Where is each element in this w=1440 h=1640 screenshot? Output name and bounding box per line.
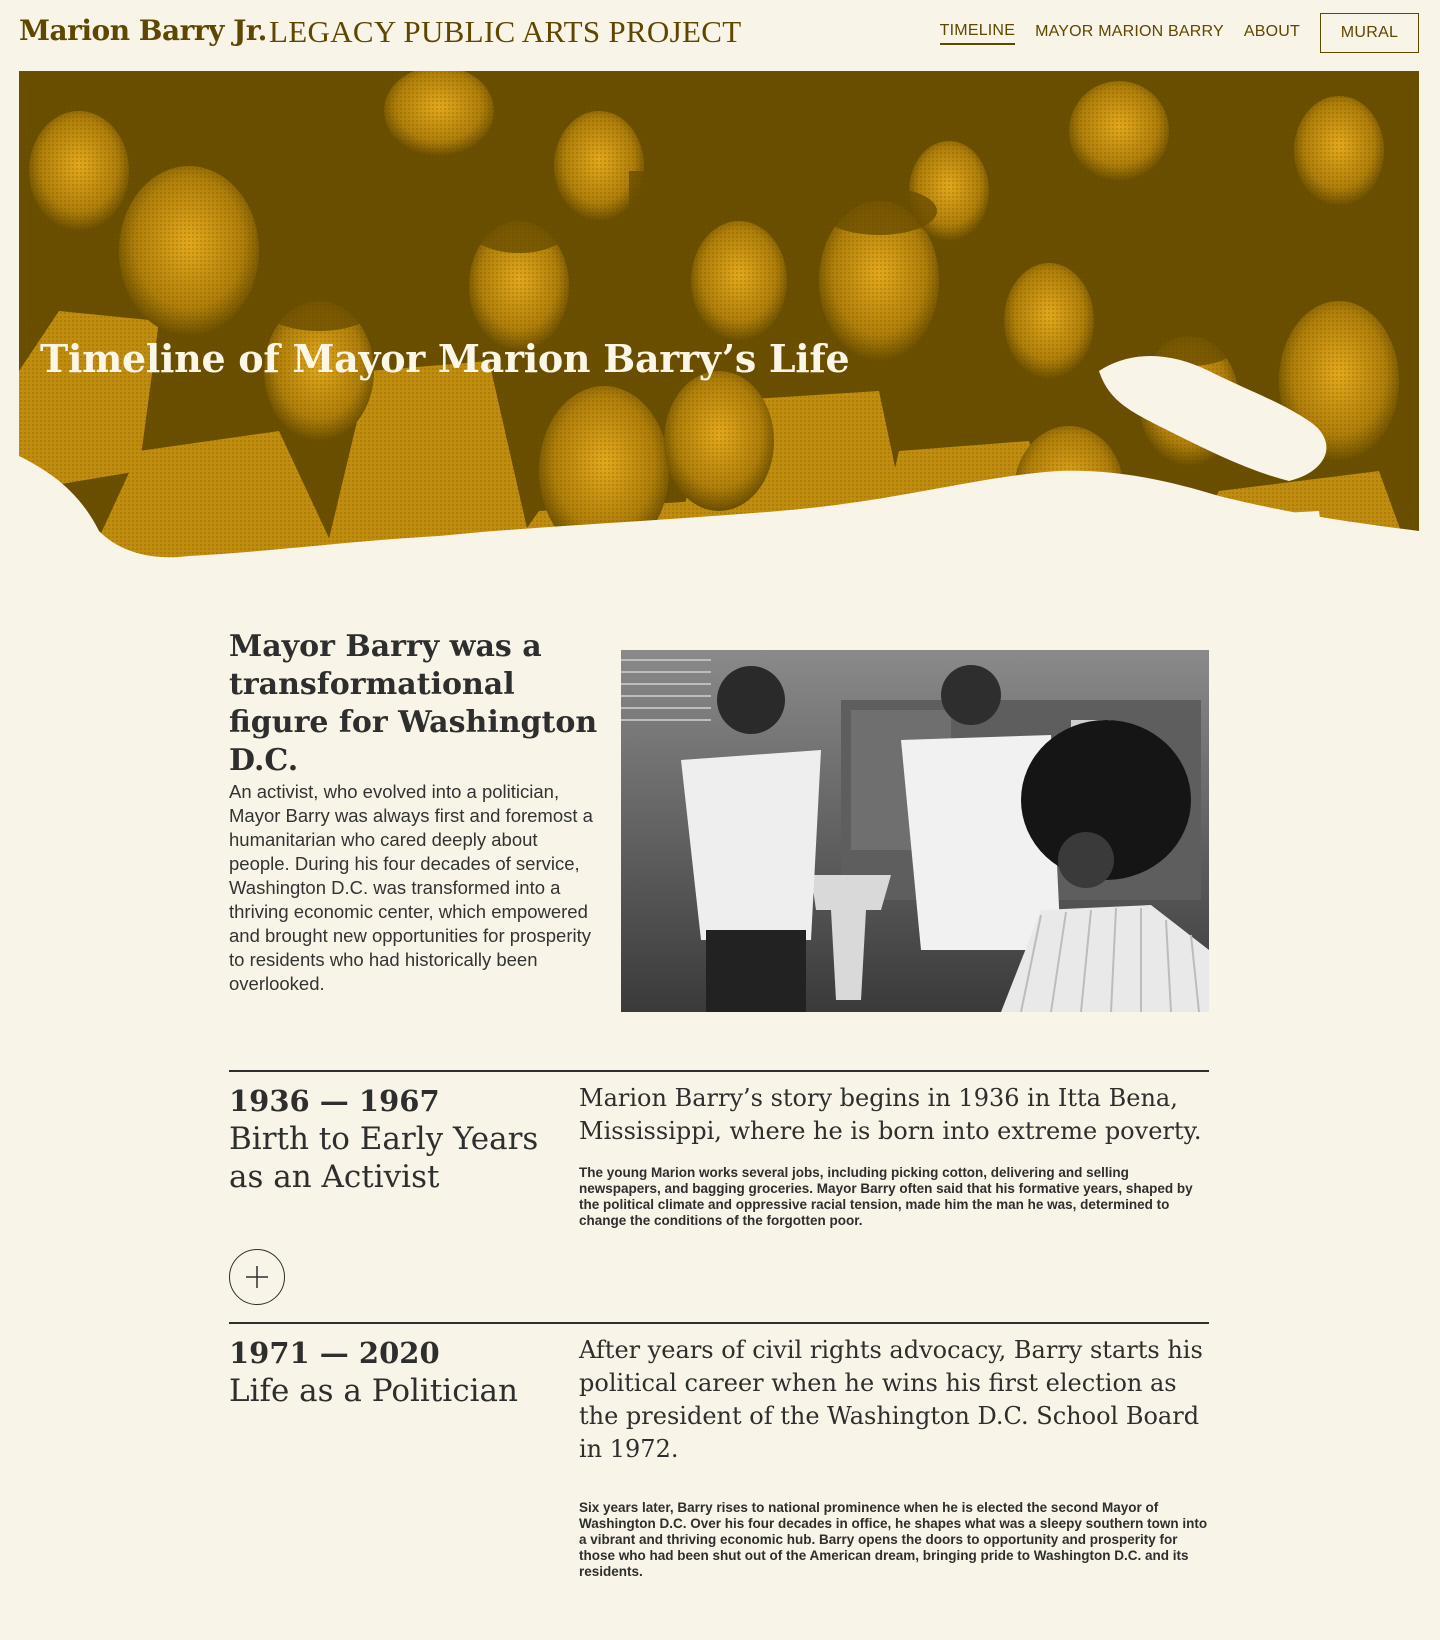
era-title: Life as a Politician	[229, 1373, 518, 1409]
nav-about[interactable]: ABOUT	[1243, 22, 1300, 40]
divider	[229, 1322, 1209, 1324]
era-body: The young Marion works several jobs, including picking cotton, delivering and selling newspapers, and bagging groceries. Mayor Barry often said that his formative years, shaped by the political climate and oppressive racial tension, made him the man he was, determined to change the conditions of the forgotten poor.	[579, 1165, 1193, 1228]
barbershop-photo	[621, 650, 1209, 1012]
era-body: Six years later, Barry rises to national prominence when he is elected the second Mayor of Washington D.C. Over his four decades in office, he shapes what was a sleepy southern town into a vibrant and thriving economic hub. Barry opens the doors to opportunity and prosperity for those who had been shut out of the American dream, bringing pride to Washington D.C. and its residents.	[579, 1500, 1208, 1579]
intro-body: An activist, who evolved into a politician, Mayor Barry was always first and foremost a humanitarian who cared deeply about people. During his four decades of service, Washington D.C. was transformed into a thriving economic center, which empowered and brought new opportunities for prosperity to residents who had historically been overlooked.	[229, 781, 593, 994]
nav-timeline[interactable]: TIMELINE	[940, 22, 1015, 45]
era-title: Birth to Early Years as an Activist	[229, 1121, 539, 1195]
mural-button[interactable]: MURAL	[1320, 13, 1419, 53]
era-years: 1936 — 1967	[229, 1084, 440, 1118]
brand-name[interactable]: Marion Barry Jr.	[19, 14, 267, 47]
plus-icon	[244, 1264, 270, 1290]
era-years: 1971 — 2020	[229, 1336, 440, 1370]
site-header	[0, 0, 1440, 68]
main-nav	[920, 13, 1419, 53]
expand-button[interactable]	[229, 1249, 285, 1305]
brand-subtitle[interactable]: LEGACY PUBLIC ARTS PROJECT	[269, 14, 742, 49]
nav-mayor-marion-barry[interactable]: MAYOR MARION BARRY	[1035, 22, 1224, 40]
divider	[229, 1070, 1209, 1072]
intro-heading: Mayor Barry was a transformational figure for Washington D.C.	[229, 629, 598, 778]
page-title: Timeline of Mayor Marion Barry’s Life	[40, 336, 850, 381]
hero-crowd-image	[19, 71, 1419, 581]
hero-banner	[19, 71, 1419, 581]
era-lead: Marion Barry’s story begins in 1936 in Itta Bena, Mississippi, where he is born into extreme poverty.	[579, 1084, 1202, 1145]
era-lead: After years of civil rights advocacy, Barry starts his political career when he wins his first election as the president of the Washington D.C. School Board in 1972.	[579, 1336, 1203, 1463]
